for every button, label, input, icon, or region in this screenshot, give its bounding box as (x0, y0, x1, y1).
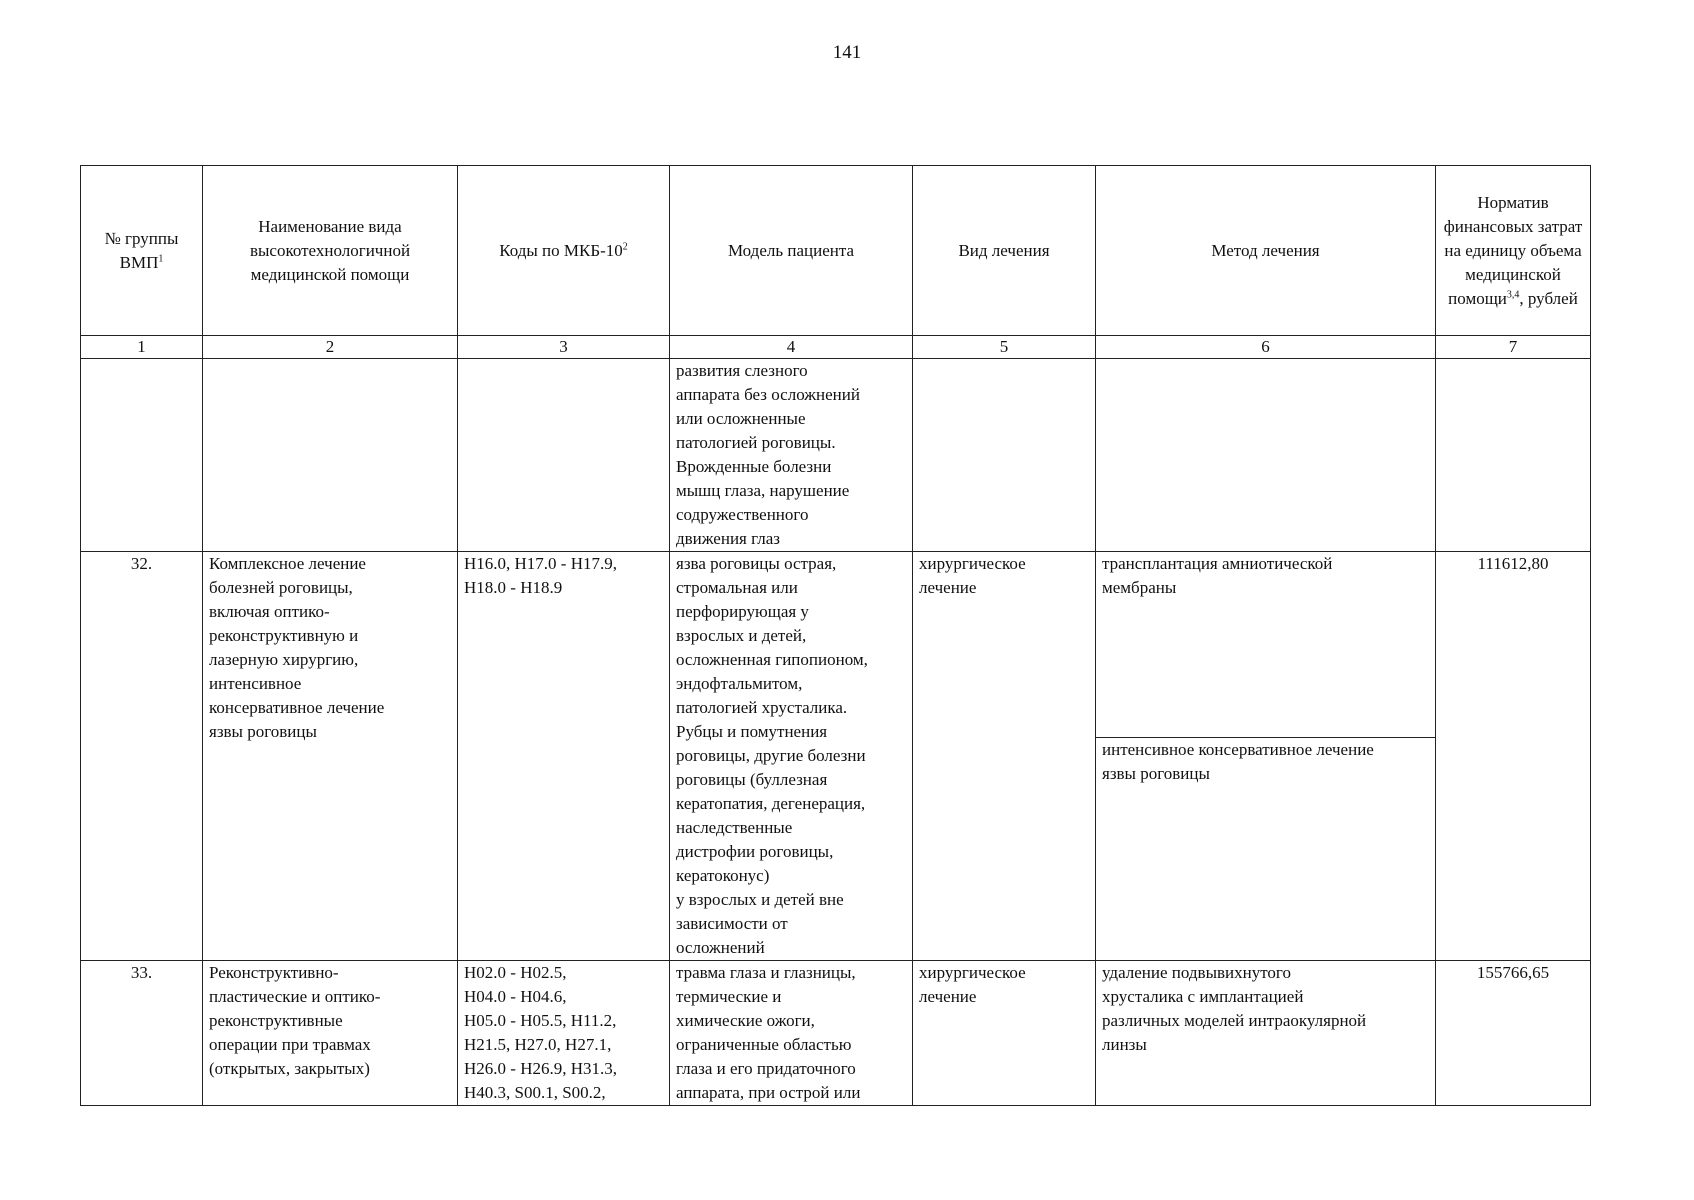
treatment-method-cell: удаление подвывихнутого хрусталика с имплантацией различных моделей интраокулярной линзы (1096, 961, 1436, 1106)
cost-cell: 111612,80 (1436, 552, 1591, 961)
header-group-number: № группы ВМП$^1$ (81, 166, 203, 336)
header-treatment-type: Вид лечения (913, 166, 1096, 336)
table-row (81, 552, 1591, 738)
header-icd-codes: Коды по МКБ-$10^2$ (458, 166, 670, 336)
patient-model-cell: язва роговицы острая, стромальная или перфорирующая у взрослых и детей, осложненная гипопионом, эндофтальмитом, патологией хрусталика. Рубцы и помутнения роговицы, другие болезни роговицы (буллезная кератопатия, дегенерация, наследственные дистрофии роговицы, кератоконус) у взрослых и детей вне зависимости от осложнений (670, 552, 913, 961)
service-name-cell: Комплексное лечение болезней роговицы, включая оптико- реконструктивную и лазерную хирургию, интенсивное консервативное лечение язвы роговицы (203, 552, 458, 961)
service-name-cell: Реконструктивно- пластические и оптико- реконструктивные операции при травмах (открытых, закрытых) (203, 961, 458, 1106)
group-number-cell: 32. (81, 552, 203, 961)
header-treatment-method: Метод лечения (1096, 166, 1436, 336)
cost-cell: 155766,65 (1436, 961, 1591, 1106)
treatment-type-cell: хирургическое лечение (913, 552, 1096, 961)
group-number-cell: 33. (81, 961, 203, 1106)
treatment-method-cell: трансплантация амниотической мембраны (1096, 552, 1436, 738)
header-service-name: Наименование вида высокотехнологичной медицинской помощи (203, 166, 458, 336)
icd-codes-cell (458, 359, 670, 552)
treatment-method-cell (1096, 359, 1436, 552)
header-patient-model: Модель пациента (670, 166, 913, 336)
vmp-table (80, 165, 1591, 1106)
column-number: 7 (1436, 336, 1591, 359)
treatment-type-cell: хирургическое лечение (913, 961, 1096, 1106)
column-number: 1 (81, 336, 203, 359)
column-number: 3 (458, 336, 670, 359)
treatment-type-cell (913, 359, 1096, 552)
column-number: 2 (203, 336, 458, 359)
icd-codes-cell: H02.0 - H02.5, H04.0 - H04.6, H05.0 - H05.5, H11.2, H21.5, H27.0, H27.1, H26.0 - H26.9, H31.3, H40.3, S00.1, S00.2, (458, 961, 670, 1106)
table-row (81, 359, 1591, 552)
treatment-method-cell: интенсивное консервативное лечение язвы роговицы (1096, 738, 1436, 961)
page-number: 141 (832, 42, 862, 63)
icd-codes-cell: H16.0, H17.0 - H17.9, H18.0 - H18.9 (458, 552, 670, 961)
table-row (81, 961, 1591, 1106)
column-number: 4 (670, 336, 913, 359)
column-number: 5 (913, 336, 1096, 359)
column-number-row (81, 336, 1591, 359)
column-number: 6 (1096, 336, 1436, 359)
patient-model-cell: развития слезного аппарата без осложнений или осложненные патологией роговицы. Врожденные болезни мышц глаза, нарушение содружественного движения глаз (670, 359, 913, 552)
patient-model-cell: травма глаза и глазницы, термические и химические ожоги, ограниченные областью глаза и его придаточного аппарата, при острой или (670, 961, 913, 1106)
header-cost-standard: Норматив финансовых затрат на единицу объема медицинской помощи$^{3,4}$, рублей (1436, 166, 1591, 336)
group-number-cell (81, 359, 203, 552)
service-name-cell (203, 359, 458, 552)
table-header-row (81, 166, 1591, 336)
cost-cell (1436, 359, 1591, 552)
